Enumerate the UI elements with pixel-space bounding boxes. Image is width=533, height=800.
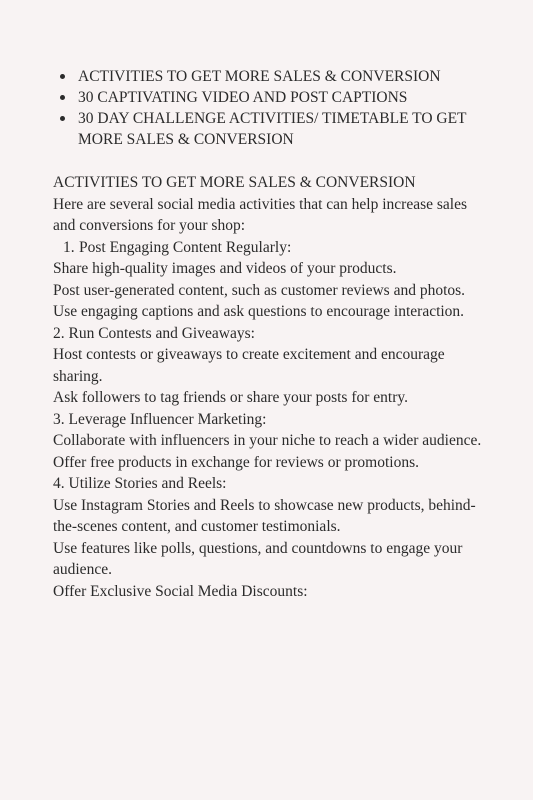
item4-line: Use features like polls, questions, and countdowns to engage your audience.	[53, 539, 463, 578]
bullet-text: ACTIVITIES TO GET MORE SALES & CONVERSION	[78, 68, 441, 85]
item1-line: Use engaging captions and ask questions to encourage interaction.	[53, 303, 465, 320]
item1-heading-text: Post Engaging Content Regularly:	[79, 238, 292, 256]
item4-line: Use Instagram Stories and Reels to showcase new products, behind-the-scenes content, and customer testimonials.	[53, 496, 476, 535]
bullet-dot-icon	[60, 74, 65, 79]
section-title: ACTIVITIES TO GET MORE SALES & CONVERSION	[53, 174, 416, 191]
body-content	[53, 172, 493, 602]
item1-line: Post user-generated content, such as customer reviews and photos.	[53, 281, 466, 299]
item3-line: Offer free products in exchange for reviews or promotions.	[53, 453, 419, 471]
item2-line: Host contests or giveaways to create excitement and encourage sharing.	[53, 346, 445, 385]
item1-line: Share high-quality images and videos of your products.	[53, 260, 397, 277]
bullet-text: 30 CAPTIVATING VIDEO AND POST CAPTIONS	[78, 89, 408, 106]
bullet-text: 30 DAY CHALLENGE ACTIVITIES/ TIMETABLE TO GET MORE SALES & CONVERSION	[78, 110, 467, 148]
bullet-dot-icon	[60, 95, 65, 100]
item3-heading: 3. Leverage Influencer Marketing:	[53, 410, 267, 428]
bullet-item	[54, 108, 494, 150]
item2-heading: 2. Run Contests and Giveaways:	[53, 324, 255, 342]
item2-line: Ask followers to tag friends or share your posts for entry.	[53, 389, 408, 406]
item5-heading: Offer Exclusive Social Media Discounts:	[53, 582, 308, 600]
bullet-list	[54, 66, 494, 150]
bullet-dot-icon	[60, 116, 65, 121]
bullet-item	[54, 87, 494, 108]
item3-line: Collaborate with influencers in your niche to reach a wider audience.	[53, 432, 482, 449]
item4-heading: 4. Utilize Stories and Reels:	[53, 475, 227, 492]
intro-paragraph: Here are several social media activities that can help increase sales and conversions for your shop:	[53, 195, 467, 234]
bullet-item	[54, 66, 494, 87]
item1-heading	[53, 237, 493, 259]
item1-number: 1.	[63, 238, 75, 256]
